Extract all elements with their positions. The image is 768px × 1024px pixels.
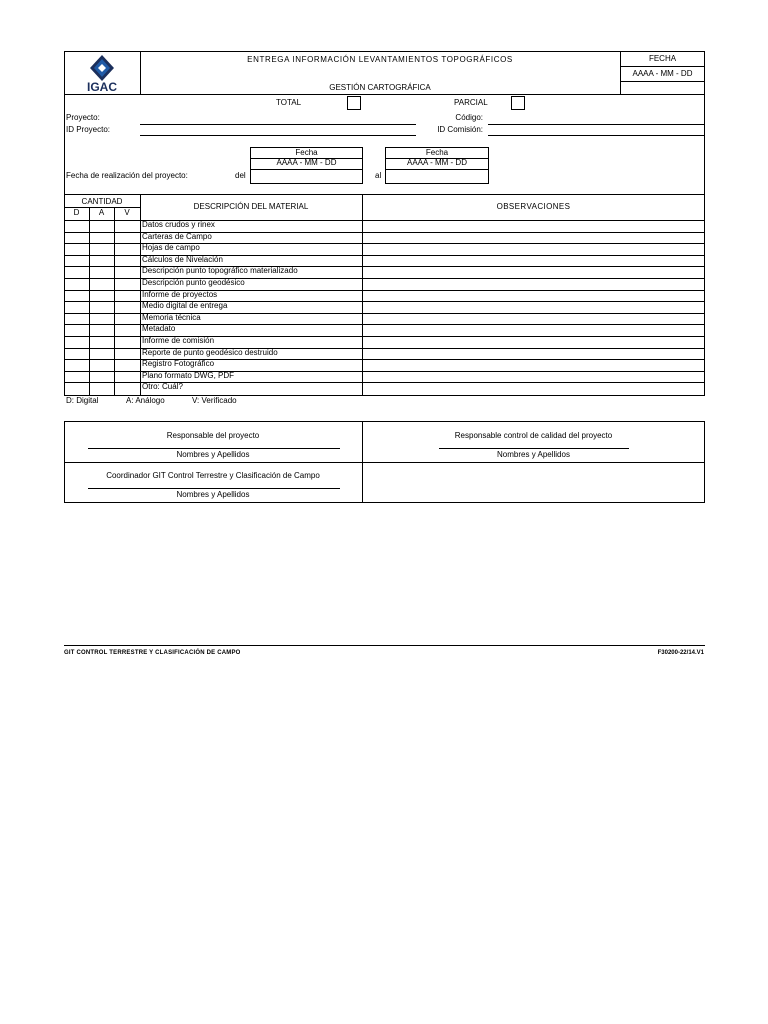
fecha-al-format: AAAA - MM - DD (406, 158, 467, 167)
cell-d[interactable] (64, 278, 89, 290)
fecha-del-input[interactable] (251, 170, 362, 183)
cell-a[interactable] (89, 382, 114, 394)
legend-verificado: V: Verificado (192, 396, 237, 405)
footer-left: GIT CONTROL TERRESTRE Y CLASIFICACIÓN DE CAMPO (64, 650, 241, 656)
form-title: ENTREGA INFORMACIÓN LEVANTAMIENTOS TOPOGRÁFICOS (247, 55, 513, 64)
table-row (64, 359, 705, 371)
observaciones-cell[interactable] (363, 371, 705, 383)
responsable-signature-line[interactable] (88, 448, 340, 449)
observaciones-cell[interactable] (363, 232, 705, 244)
cell-v[interactable] (114, 371, 140, 383)
cell-v[interactable] (114, 324, 140, 336)
cell-a[interactable] (89, 359, 114, 371)
material-description: Medio digital de entrega (142, 301, 228, 311)
cantidad-header: CANTIDAD (81, 197, 123, 206)
observaciones-cell[interactable] (363, 348, 705, 360)
id-comision-field[interactable] (488, 135, 704, 136)
table-row (64, 313, 705, 325)
table-row (64, 336, 705, 348)
fecha-realizacion-label: Fecha de realización del proyecto: (66, 171, 188, 180)
form-subtitle: GESTIÓN CARTOGRÁFICA (329, 83, 431, 92)
codigo-field[interactable] (488, 124, 704, 125)
cell-v[interactable] (114, 301, 140, 313)
coordinador-nombres: Nombres y Apellidos (176, 490, 250, 499)
observaciones-cell[interactable] (363, 382, 705, 394)
table-row (64, 220, 705, 232)
id-comision-label: ID Comisión: (437, 125, 483, 134)
table-row (64, 371, 705, 383)
table-row (64, 255, 705, 267)
table-row (64, 382, 705, 394)
codigo-label: Código: (455, 113, 483, 122)
signatures-divider-h (64, 462, 705, 463)
cell-v[interactable] (114, 290, 140, 302)
igac-emblem-icon (84, 54, 120, 82)
id-proyecto-label: ID Proyecto: (66, 125, 111, 134)
table-row (64, 290, 705, 302)
descripcion-header: DESCRIPCIÓN DEL MATERIAL (193, 202, 309, 211)
cell-v[interactable] (114, 255, 140, 267)
table-row (64, 243, 705, 255)
header-fecha-divider-2 (620, 81, 705, 82)
material-description: Descripción punto topográfico materializado (142, 266, 298, 276)
cell-v[interactable] (114, 266, 140, 278)
table-row (64, 301, 705, 313)
footer-rule (64, 645, 705, 646)
footer-right: F30200-22/14.V1 (657, 650, 704, 656)
observaciones-cell[interactable] (363, 243, 705, 255)
fecha-al-input[interactable] (386, 170, 488, 183)
total-label: TOTAL (276, 98, 302, 107)
cell-d[interactable] (64, 324, 89, 336)
material-description: Reporte de punto geodésico destruido (142, 347, 278, 357)
cell-d[interactable] (64, 255, 89, 267)
cell-v[interactable] (114, 220, 140, 232)
observaciones-header: OBSERVACIONES (496, 202, 571, 211)
logo-text: IGAC (87, 80, 117, 94)
cell-v[interactable] (114, 243, 140, 255)
cell-a[interactable] (89, 313, 114, 325)
cell-a[interactable] (89, 266, 114, 278)
cell-v[interactable] (114, 232, 140, 244)
cell-d[interactable] (64, 359, 89, 371)
material-description: Hojas de campo (142, 243, 200, 253)
fecha-value: AAAA - MM - DD (632, 69, 693, 78)
total-checkbox[interactable] (347, 96, 361, 110)
cell-d[interactable] (64, 313, 89, 325)
cell-d[interactable] (64, 290, 89, 302)
table-row (64, 232, 705, 244)
table-row (64, 348, 705, 360)
cell-v[interactable] (114, 336, 140, 348)
proyecto-field[interactable] (140, 124, 416, 125)
material-description: Cálculos de Nivelación (142, 254, 223, 264)
observaciones-cell[interactable] (363, 278, 705, 290)
legend-analogo: A: Análogo (126, 396, 165, 405)
cell-d[interactable] (64, 336, 89, 348)
observaciones-cell[interactable] (363, 336, 705, 348)
table-row (64, 266, 705, 278)
cell-v[interactable] (114, 278, 140, 290)
fecha-del-head: Fecha (295, 148, 318, 157)
cell-d[interactable] (64, 220, 89, 232)
cell-d[interactable] (64, 371, 89, 383)
observaciones-cell[interactable] (363, 266, 705, 278)
legend-digital: D: Digital (66, 396, 99, 405)
col-a-header: A (98, 208, 105, 217)
material-description: Plano formato DWG, PDF (142, 370, 235, 380)
responsable-calidad-signature-line[interactable] (439, 448, 629, 449)
cell-a[interactable] (89, 324, 114, 336)
parcial-checkbox[interactable] (511, 96, 525, 110)
fecha-label: FECHA (648, 54, 677, 63)
coordinador-label: Coordinador GIT Control Terrestre y Clasificación de Campo (106, 471, 320, 480)
material-description: Carteras de Campo (142, 231, 212, 241)
table-row (64, 278, 705, 290)
cell-d[interactable] (64, 382, 89, 394)
col-d-header: D (73, 208, 80, 217)
observaciones-cell[interactable] (363, 359, 705, 371)
responsable-nombres: Nombres y Apellidos (176, 450, 250, 459)
observaciones-cell[interactable] (363, 290, 705, 302)
observaciones-cell[interactable] (363, 324, 705, 336)
cell-a[interactable] (89, 301, 114, 313)
cell-v[interactable] (114, 313, 140, 325)
al-label: al (375, 171, 382, 180)
responsable-calidad-label: Responsable control de calidad del proyecto (454, 431, 613, 440)
cell-a[interactable] (89, 348, 114, 360)
cell-d[interactable] (64, 266, 89, 278)
cell-a[interactable] (89, 278, 114, 290)
cell-v[interactable] (114, 359, 140, 371)
cell-v[interactable] (114, 382, 140, 394)
proyecto-label: Proyecto: (66, 113, 100, 122)
header-fecha-divider-1 (620, 66, 705, 67)
fecha-al-head: Fecha (425, 148, 449, 157)
fecha-del-format: AAAA - MM - DD (276, 158, 337, 167)
cell-a[interactable] (89, 220, 114, 232)
cell-a[interactable] (89, 336, 114, 348)
col-v-header: V (124, 208, 130, 217)
cell-d[interactable] (64, 301, 89, 313)
material-description: Memoria técnica (142, 312, 201, 322)
cell-a[interactable] (89, 371, 114, 383)
cell-d[interactable] (64, 348, 89, 360)
responsable-calidad-nombres: Nombres y Apellidos (497, 450, 570, 459)
responsable-label: Responsable del proyecto (166, 431, 260, 440)
material-description: Datos crudos y rinex (142, 220, 215, 229)
igac-logo (84, 54, 120, 94)
cell-a[interactable] (89, 243, 114, 255)
table-row (64, 324, 705, 336)
observaciones-cell[interactable] (363, 255, 705, 267)
observaciones-cell[interactable] (363, 313, 705, 325)
observaciones-cell[interactable] (363, 220, 705, 232)
cell-a[interactable] (89, 255, 114, 267)
observaciones-cell[interactable] (363, 301, 705, 313)
cell-d[interactable] (64, 232, 89, 244)
coordinador-signature-line[interactable] (88, 488, 340, 489)
cell-d[interactable] (64, 243, 89, 255)
material-description: Metadato (142, 324, 176, 334)
cell-a[interactable] (89, 290, 114, 302)
cell-a[interactable] (89, 232, 114, 244)
material-description: Registro Fotográfico (142, 359, 215, 369)
del-label: del (235, 171, 246, 180)
parcial-label: PARCIAL (454, 98, 488, 107)
material-description: Informe de proyectos (142, 289, 218, 299)
material-description: Otro: Cuál? (142, 382, 183, 392)
material-description: Informe de comisión (142, 336, 215, 345)
id-proyecto-field[interactable] (140, 135, 416, 136)
material-description: Descripción punto geodésico (142, 278, 245, 287)
cell-v[interactable] (114, 348, 140, 360)
